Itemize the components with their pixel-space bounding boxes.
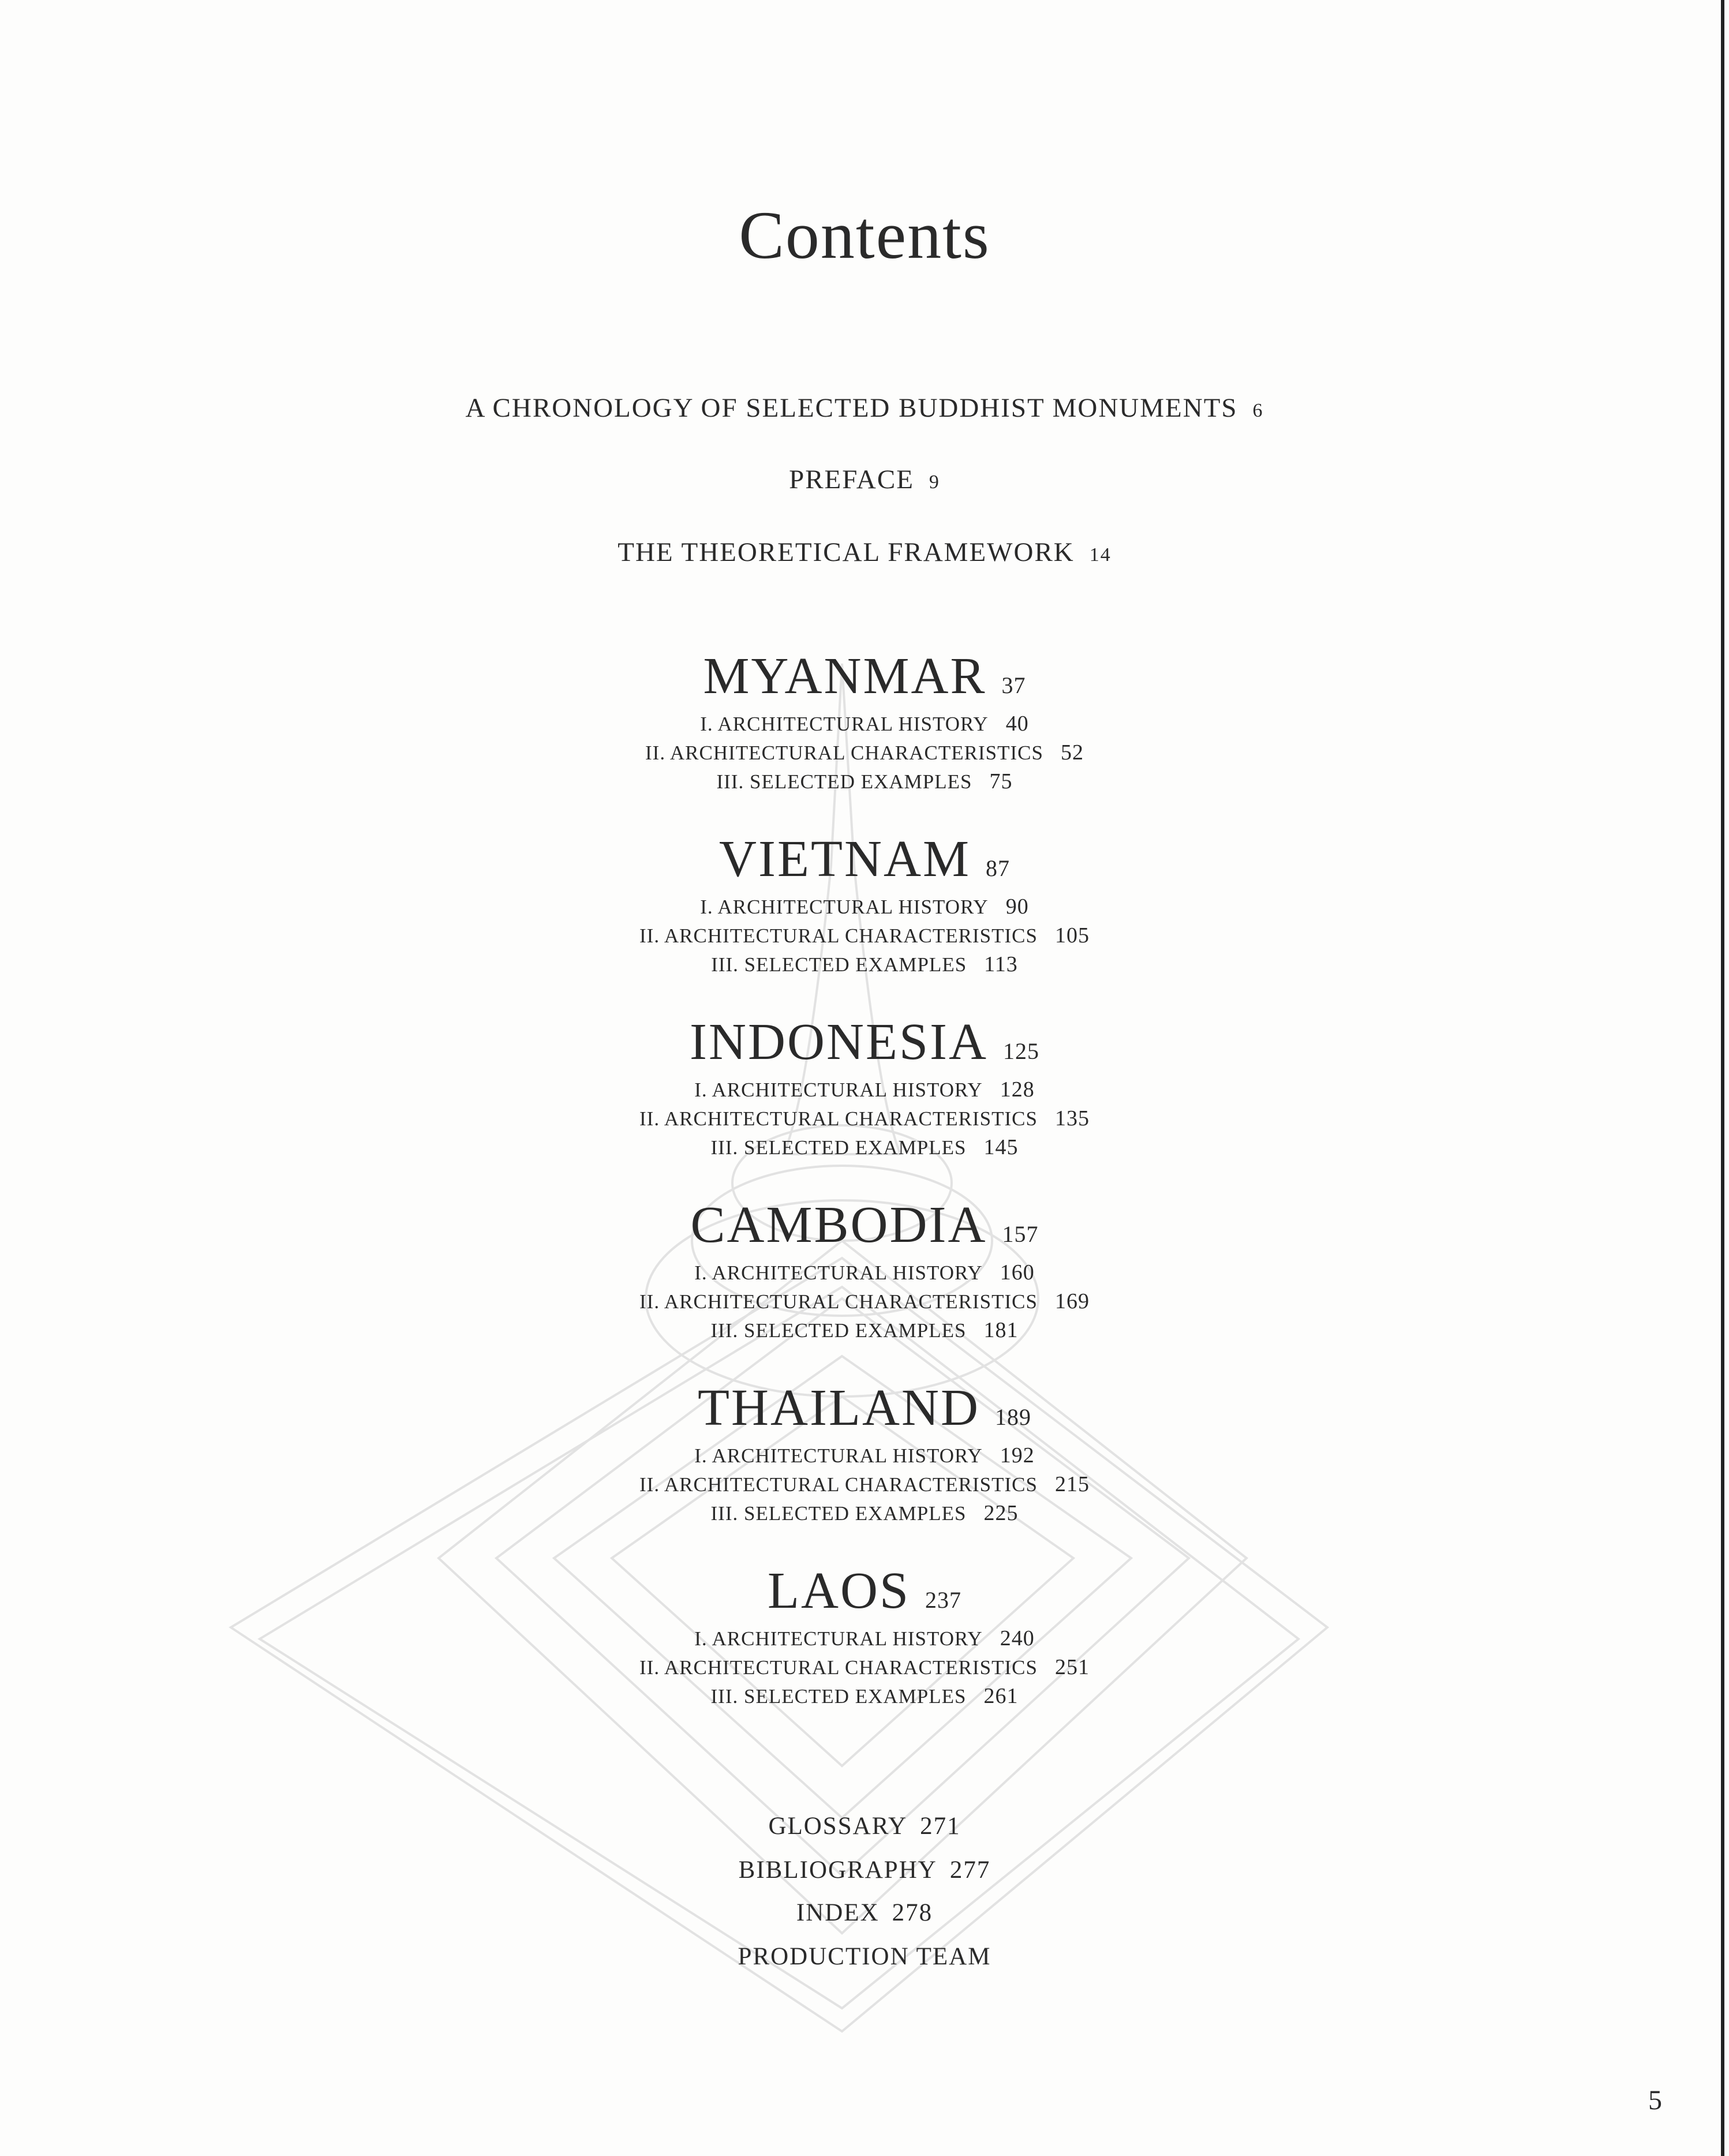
toc-page: 14 [1089,544,1112,566]
subsection-label: II. ARCHITECTURAL CHARACTERISTICS [639,1107,1038,1130]
subsection-page: 169 [1054,1289,1090,1313]
subsection-page: 135 [1054,1106,1090,1131]
toc-label: PRODUCTION TEAM [738,1943,991,1970]
subsection-page: 113 [984,952,1018,976]
section-name: MYANMAR [703,647,987,705]
subsection-page: 261 [983,1684,1019,1708]
subsection-label: III. SELECTED EXAMPLES [710,1685,967,1708]
subsection-label: I. ARCHITECTURAL HISTORY [694,1262,983,1284]
subsection-entry[interactable] [0,1260,1729,1285]
subsection-label: III. SELECTED EXAMPLES [716,770,972,793]
subsection-entry[interactable] [0,1655,1729,1680]
subsection-label: I. ARCHITECTURAL HISTORY [694,1627,983,1650]
subsection-entry[interactable] [0,894,1729,919]
section-heading[interactable] [0,1561,1729,1620]
subsection-page: 40 [1005,712,1029,736]
toc-label: INDEX [796,1899,880,1926]
subsection-label: III. SELECTED EXAMPLES [711,953,967,976]
subsection-page: 225 [983,1501,1019,1525]
subsection-entry[interactable] [0,1317,1729,1343]
subsection-page: 75 [989,769,1013,793]
subsection-page: 90 [1005,894,1029,919]
subsection-entry[interactable] [0,1626,1729,1651]
toc-entry[interactable] [0,1812,1729,1840]
section-page: 237 [925,1587,962,1613]
subsection-entry[interactable] [0,1683,1729,1709]
section-heading[interactable] [0,1378,1729,1438]
subsection-label: II. ARCHITECTURAL CHARACTERISTICS [639,1290,1038,1313]
subsection-label: II. ARCHITECTURAL CHARACTERISTICS [639,1473,1038,1496]
subsection-page: 128 [1000,1077,1035,1102]
toc-label: BIBLIOGRAPHY [738,1856,937,1884]
subsection-label: I. ARCHITECTURAL HISTORY [700,896,989,918]
toc-label: PREFACE [789,465,914,495]
subsection-page: 160 [1000,1260,1035,1285]
subsection-page: 52 [1060,740,1084,765]
section-heading[interactable] [0,829,1729,889]
subsection-page: 181 [983,1318,1019,1342]
subsection-label: II. ARCHITECTURAL CHARACTERISTICS [645,742,1043,764]
page-title: Contents [739,197,990,273]
toc-entry[interactable] [0,464,1729,495]
subsection-label: III. SELECTED EXAMPLES [710,1502,967,1525]
section-heading[interactable] [0,1012,1729,1072]
subsection-page: 105 [1054,923,1090,948]
toc-entry[interactable] [0,1899,1729,1927]
section-name: VIETNAM [719,830,971,888]
toc-page: 278 [892,1899,933,1926]
subsection-label: III. SELECTED EXAMPLES [710,1136,967,1159]
subsection-entry[interactable] [0,952,1729,977]
subsection-page: 145 [983,1135,1019,1159]
subsection-label: I. ARCHITECTURAL HISTORY [700,713,989,735]
toc-entry[interactable] [0,537,1729,568]
toc-entry[interactable] [0,392,1729,424]
toc-label: GLOSSARY [768,1813,908,1840]
subsection-page: 251 [1054,1655,1090,1679]
section-name: THAILAND [698,1379,980,1436]
subsection-entry[interactable] [0,1443,1729,1468]
section-name: LAOS [767,1562,911,1619]
toc-label: THE THEORETICAL FRAMEWORK [618,537,1075,567]
section-heading[interactable] [0,646,1729,706]
section-page: 189 [994,1404,1031,1430]
toc-page: 9 [929,471,940,493]
section-heading[interactable] [0,1195,1729,1255]
subsection-entry[interactable] [0,1500,1729,1526]
subsection-entry[interactable] [0,740,1729,765]
subsection-label: II. ARCHITECTURAL CHARACTERISTICS [639,924,1038,947]
section-name: INDONESIA [690,1013,988,1070]
subsection-entry[interactable] [0,769,1729,794]
page-number: 5 [1648,2085,1662,2116]
section-page: 157 [1002,1221,1039,1247]
subsection-page: 215 [1054,1472,1090,1496]
subsection-entry[interactable] [0,1106,1729,1131]
toc-page: 277 [949,1856,991,1884]
subsection-page: 240 [1000,1626,1035,1650]
subsection-page: 192 [1000,1443,1035,1468]
subsection-entry[interactable] [0,923,1729,948]
subsection-entry[interactable] [0,1289,1729,1314]
section-page: 125 [1002,1038,1039,1064]
subsection-label: II. ARCHITECTURAL CHARACTERISTICS [639,1656,1038,1679]
subsection-entry[interactable] [0,1135,1729,1160]
toc-page: 6 [1252,400,1264,421]
subsection-label: III. SELECTED EXAMPLES [710,1319,967,1342]
subsection-label: I. ARCHITECTURAL HISTORY [694,1444,983,1467]
subsection-entry[interactable] [0,711,1729,736]
toc-page: 271 [920,1813,961,1840]
toc-entry[interactable] [0,1856,1729,1884]
section-page: 37 [1001,672,1026,698]
toc-label: A CHRONOLOGY OF SELECTED BUDDHIST MONUMENTS [465,393,1238,423]
subsection-label: I. ARCHITECTURAL HISTORY [694,1079,983,1101]
section-page: 87 [985,855,1010,881]
section-name: CAMBODIA [690,1196,987,1253]
toc-entry[interactable] [0,1942,1729,1971]
subsection-entry[interactable] [0,1472,1729,1497]
subsection-entry[interactable] [0,1077,1729,1102]
